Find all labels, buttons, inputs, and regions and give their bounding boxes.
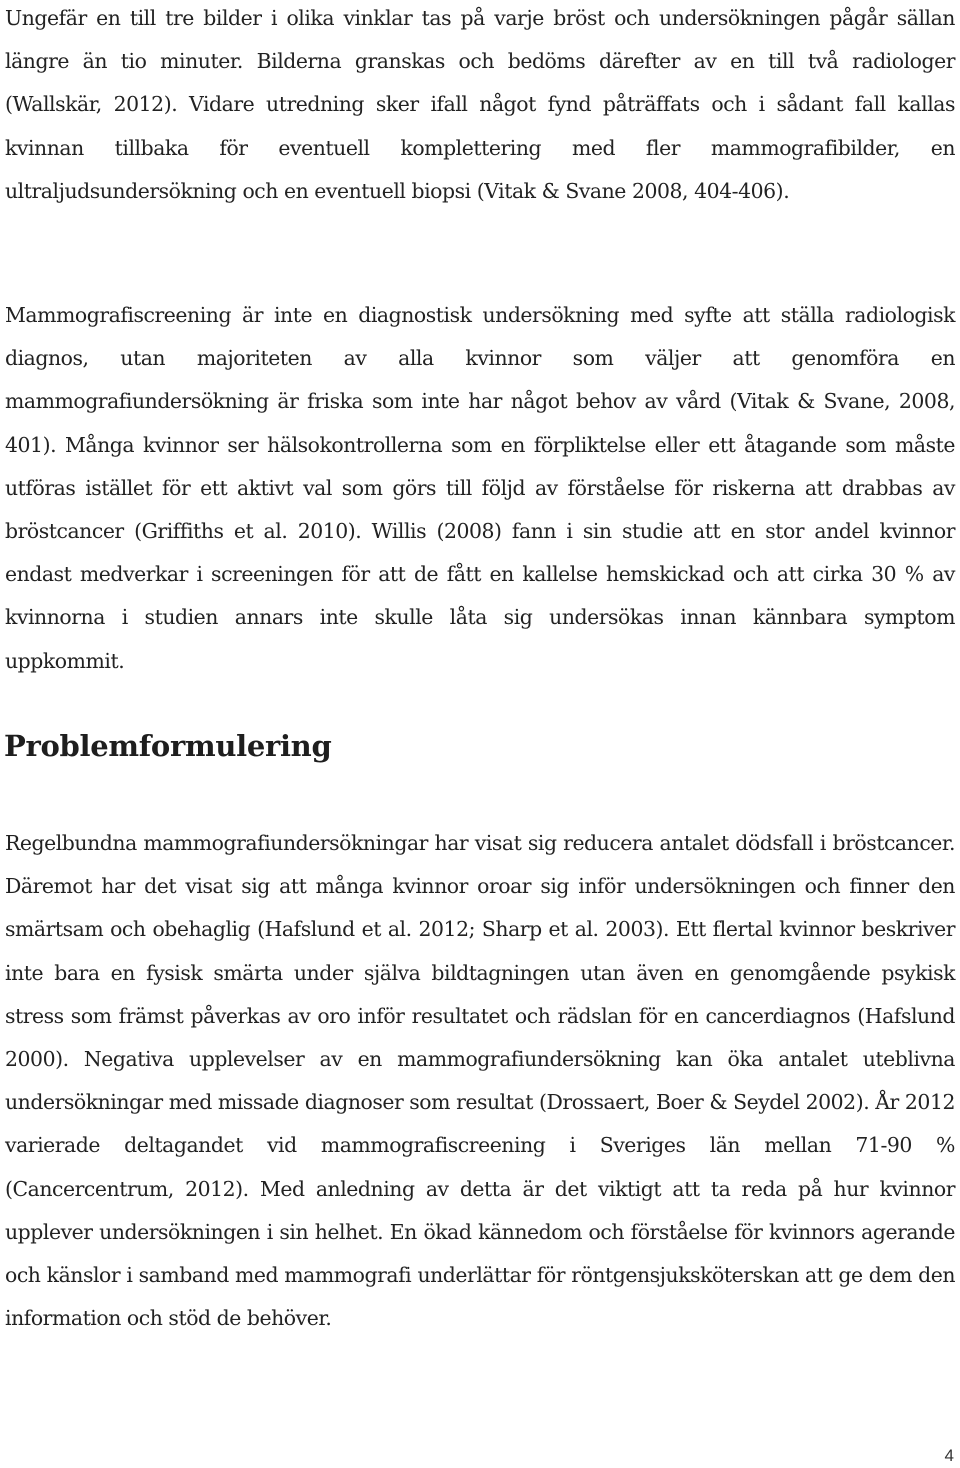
body-paragraph-2: Mammografiscreening är inte en diagnostisk undersökning med syfte att ställa radiologisk diagnos, utan majoriteten av alla kvinnor som väljer att genomföra en mammografiundersökning är friska som inte har något behov av vård (Vitak & Svane, 2008, 401). Många kvinnor ser hälsokontrollerna som en förpliktelse eller ett åtagande som måste utföras istället för ett aktivt val som görs till följd av förståelse för riskerna att drabbas av bröstcancer (Griffiths et al. 2010). Willis (2008) fann i sin studie att en stor andel kvinnor endast medverkar i screeningen för att de fått en kallelse hemskickad och att cirka 30 % av kvinnorna i studien annars inte skulle låta sig undersökas innan kännbara symptom uppkommit. [5,303,955,673]
section-heading: Problemformulering [4,729,332,763]
page-number: 4 [944,1446,954,1465]
section-paragraph: Regelbundna mammografiundersökningar har visat sig reducera antalet dödsfall i bröstcancer. Däremot har det visat sig att många kvinnor oroar sig inför undersökningen och finner den smärtsam och obehaglig (Hafslund et al. 2012; Sharp et al. 2003). Ett flertal kvinnor beskriver inte bara en fysisk smärta under själva bildtagningen utan även en genomgående psykisk stress som främst påverkas av oro inför resultatet och rädslan för en cancerdiagnos (Hafslund 2000). Negativa upplevelser av en mammografiundersökning kan öka antalet uteblivna undersökningar med missade diagnoser som resultat (Drossaert, Boer & Seydel 2002). År 2012 varierade deltagandet vid mammografiscreening i Sveriges län mellan 71-90 % (Cancercentrum, 2012). Med anledning av detta är det viktigt att ta reda på hur kvinnor upplever undersökningen i sin helhet. En ökad kännedom och förståelse för kvinnors agerande och känslor i samband med mammografi underlättar för röntgensjuksköterskan att ge dem den information och stöd de behöver. [5,831,955,1331]
body-paragraph-1: Ungefär en till tre bilder i olika vinklar tas på varje bröst och undersökningen pågår sällan längre än tio minuter. Bilderna granskas och bedöms därefter av en till två radiologer (Wallskär, 2012). Vidare utredning sker ifall något fynd påträffats och i sådant fall kallas kvinnan tillbaka för eventuell komplettering med fler mammografibilder, en ultraljudsundersökning och en eventuell biopsi (Vitak & Svane 2008, 404-406). [5,6,955,203]
